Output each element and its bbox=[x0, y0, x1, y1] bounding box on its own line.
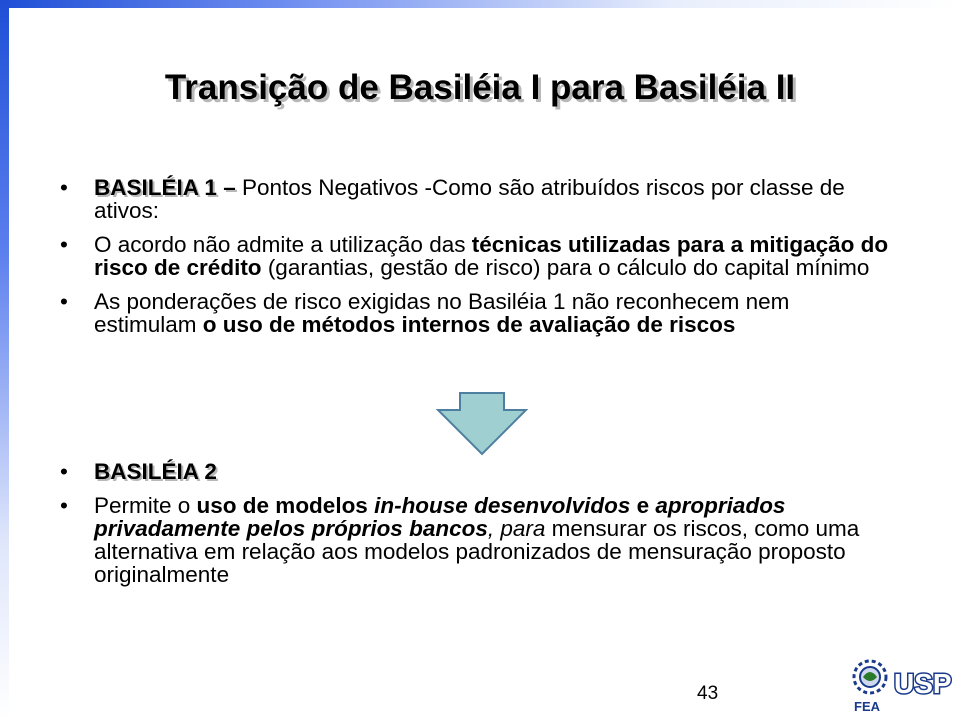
bullet-dot: • bbox=[60, 459, 68, 484]
page-number: 43 bbox=[697, 683, 719, 704]
down-arrow-icon bbox=[436, 392, 528, 456]
bullet-3-strong: o uso de métodos internos de avaliação de riscos bbox=[202, 312, 736, 337]
left-gradient-band bbox=[0, 0, 9, 720]
bullet-dot: • bbox=[60, 493, 68, 518]
down-arrow-shape bbox=[438, 393, 526, 454]
top-gradient-band bbox=[0, 0, 960, 8]
bullet-basileia-2 bbox=[60, 460, 890, 483]
bullet-ponderacoes bbox=[60, 290, 890, 336]
bullet-list bbox=[60, 176, 890, 336]
bullet-4-strong: BASILÉIA 2 bbox=[94, 459, 217, 484]
fea-gear-icon bbox=[854, 661, 886, 693]
bullet-2-strong: técnicas utilizadas para a mitigação do risco de crédito bbox=[94, 232, 889, 280]
bullet-dot: • bbox=[60, 175, 68, 200]
bullet-2-post: (garantias, gestão de risco) para o cálculo do capital mínimo bbox=[261, 255, 870, 280]
fea-usp-logo bbox=[850, 655, 955, 715]
fea-logo-text: FEA bbox=[854, 699, 880, 714]
bullet-5-strong-italic-2: apropriados privadamente pelos próprios bancos bbox=[94, 493, 786, 541]
bullet-5-strong-1: uso de modelos bbox=[196, 493, 375, 518]
slide-title: Transição de Basiléia I para Basiléia II bbox=[164, 68, 796, 107]
bullet-5-italic: , para bbox=[487, 516, 546, 541]
bullet-5-pre: Permite o bbox=[94, 493, 197, 518]
bullet-list-2 bbox=[60, 460, 890, 586]
bullet-3-pre: As ponderações de risco exigidas no Basiléia 1 não reconhecem nem estimulam bbox=[94, 289, 790, 337]
bullet-dot: • bbox=[60, 289, 68, 314]
bullet-5-strong-2: e bbox=[630, 493, 656, 518]
bullet-1-strong: BASILÉIA 1 – bbox=[94, 175, 242, 200]
bullet-dot: • bbox=[60, 232, 68, 257]
bullet-1-text: Pontos Negativos -Como são atribuídos riscos por classe de ativos: bbox=[94, 175, 845, 223]
bullet-5-strong-italic-1: in-house desenvolvidos bbox=[374, 493, 631, 518]
bullet-2-pre: O acordo não admite a utilização das bbox=[94, 232, 472, 257]
bullet-5-post: mensurar os riscos, como uma alternativa em relação aos modelos padronizados de mensuração proposto originalmente bbox=[94, 516, 860, 587]
bullet-acordo bbox=[60, 233, 890, 279]
bullet-permite bbox=[60, 494, 890, 586]
usp-logo-text: USP bbox=[894, 668, 952, 699]
bullet-basileia-1 bbox=[60, 176, 890, 222]
